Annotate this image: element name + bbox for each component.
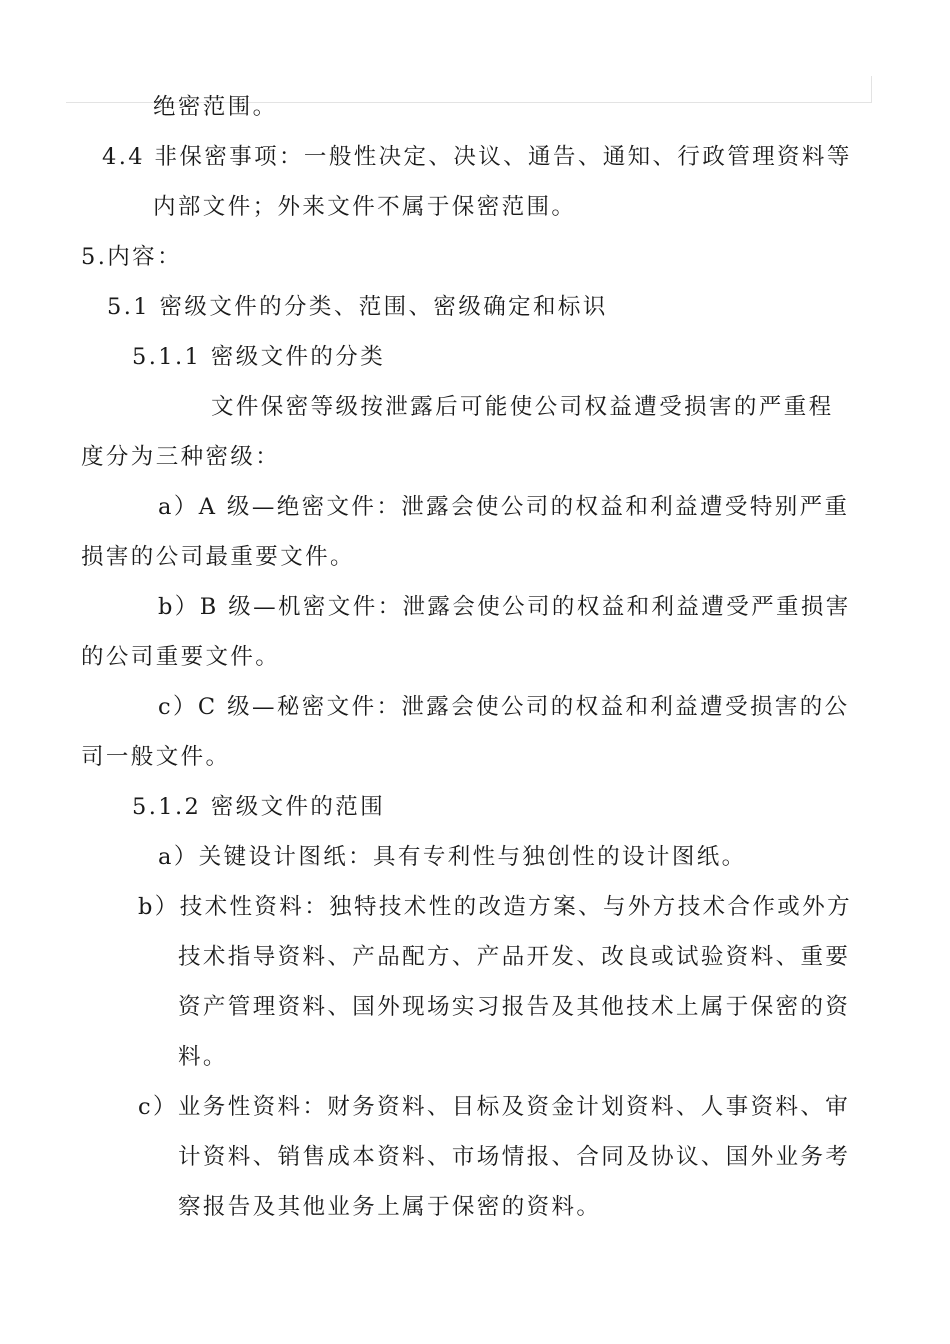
text-line: 内部文件；外来文件不属于保密范围。 bbox=[153, 194, 577, 220]
section-heading-5: 5.内容： bbox=[81, 244, 182, 270]
text-line: 资产管理资料、国外现场实习报告及其他技术上属于保密的资 bbox=[178, 994, 851, 1020]
text-line: 司一般文件。 bbox=[81, 744, 231, 770]
section-heading-5-1-1: 5.1.1 密级文件的分类 bbox=[132, 344, 386, 370]
list-item-c: c）C 级—秘密文件：泄露会使公司的权益和利益遭受损害的公 bbox=[158, 694, 850, 720]
text-line: 计资料、销售成本资料、市场情报、合同及协议、国外业务考 bbox=[178, 1144, 851, 1170]
section-heading-5-1-2: 5.1.2 密级文件的范围 bbox=[132, 794, 386, 820]
text-line: 损害的公司最重要文件。 bbox=[81, 544, 355, 570]
list-item-c: c）业务性资料：财务资料、目标及资金计划资料、人事资料、审 bbox=[138, 1094, 851, 1120]
text-line: 料。 bbox=[178, 1044, 228, 1070]
text-line: 的公司重要文件。 bbox=[81, 644, 281, 670]
list-item-a: a）关键设计图纸：具有专利性与独创性的设计图纸。 bbox=[158, 844, 747, 870]
section-heading-4-4: 4.4 非保密事项：一般性决定、决议、通告、通知、行政管理资料等 bbox=[102, 144, 852, 170]
section-heading-5-1: 5.1 密级文件的分类、范围、密级确定和标识 bbox=[107, 294, 608, 320]
text-line: 绝密范围。 bbox=[153, 94, 278, 120]
text-line: 文件保密等级按泄露后可能使公司权益遭受损害的严重程 bbox=[211, 394, 834, 420]
list-item-b: b）技术性资料：独特技术性的改造方案、与外方技术合作或外方 bbox=[138, 894, 853, 920]
header-corner-mark bbox=[871, 76, 872, 103]
text-line: 察报告及其他业务上属于保密的资料。 bbox=[178, 1194, 602, 1220]
text-line: 技术指导资料、产品配方、产品开发、改良或试验资料、重要 bbox=[178, 944, 851, 970]
list-item-b: b）B 级—机密文件：泄露会使公司的权益和利益遭受严重损害 bbox=[158, 594, 851, 620]
text-line: 度分为三种密级： bbox=[81, 444, 281, 470]
list-item-a: a）A 级—绝密文件：泄露会使公司的权益和利益遭受特别严重 bbox=[158, 494, 850, 520]
